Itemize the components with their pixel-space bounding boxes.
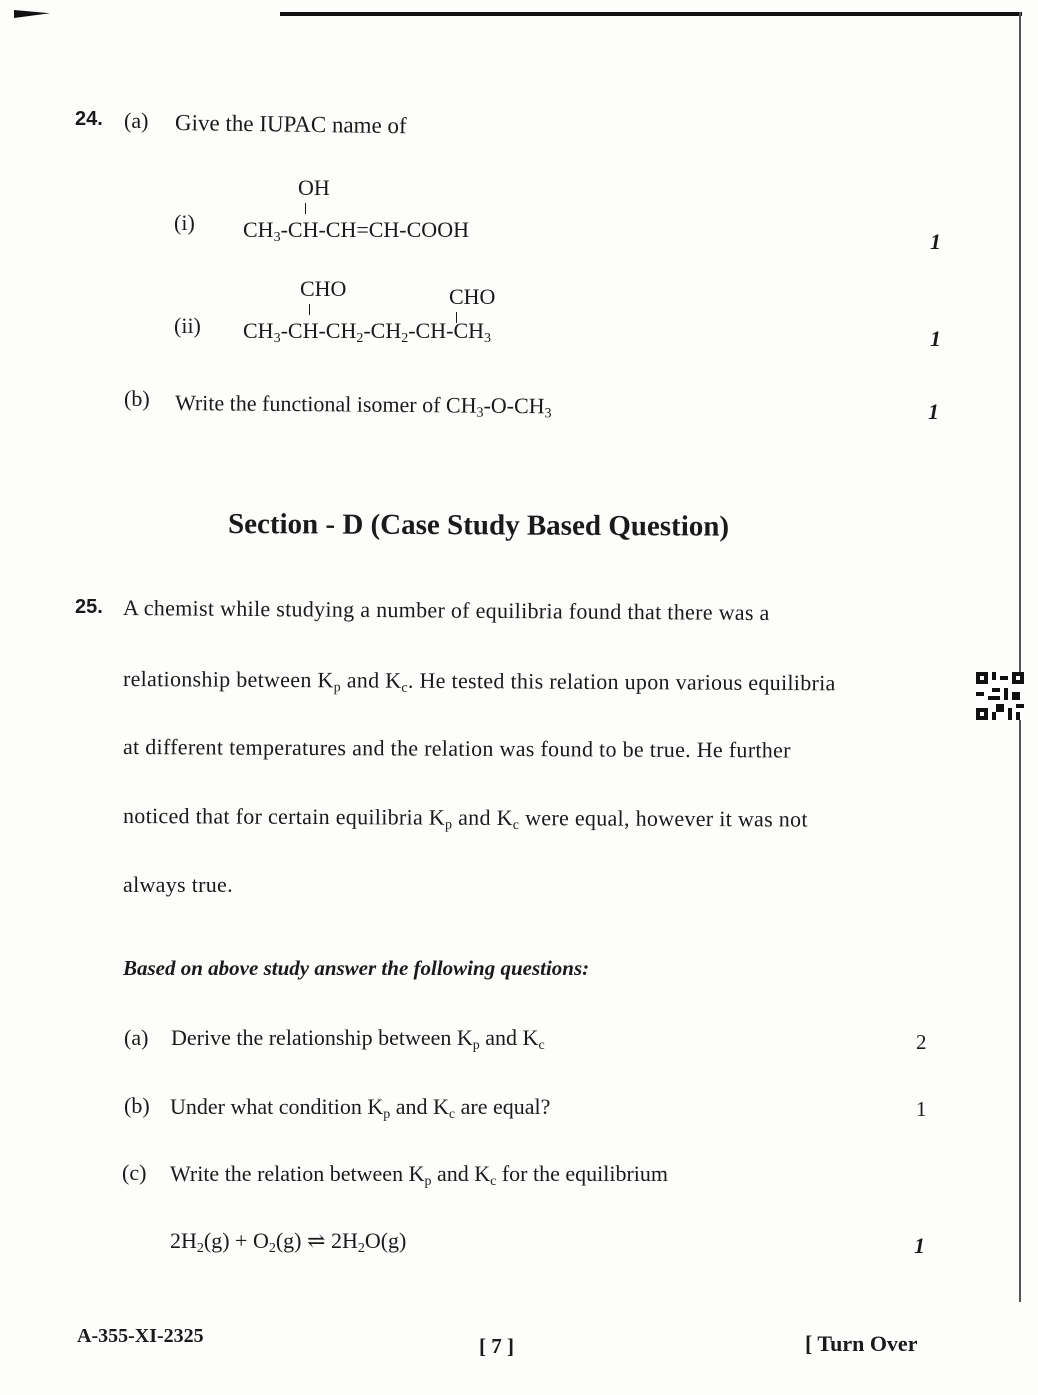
q25-c-text: Write the relation between $K_p$ and $K_c$ for the equilibrium (170, 1161, 669, 1189)
top-rule (280, 12, 1022, 16)
q24-i-formula: $CH_3-CH-CH=CH$-COOH (243, 217, 469, 245)
q24-i-marks: 1 (930, 229, 941, 254)
q24-b-text: Write the functional isomer of $CH_3-O-CH_3$ (174, 390, 552, 422)
q24-b-label: (b) (124, 386, 150, 411)
q25-b-marks: 1 (916, 1097, 927, 1121)
q25-a-label: (a) (124, 1025, 149, 1050)
equilibrium-arrow-icon: ⇌ (307, 1228, 326, 1253)
corner-mark (14, 10, 50, 18)
q25-line-4: noticed that for certain equilibria $K_p$ and $K_c$ were equal, however it was not (122, 803, 808, 834)
q25-c-marks: 1 (914, 1233, 925, 1258)
q24-ii-cho1: CHO (300, 276, 347, 301)
q24-i-label: (i) (174, 210, 195, 235)
q24-a-label: (a) (124, 108, 149, 133)
q24-ii-cho2: CHO (449, 284, 496, 309)
q25-a-marks: 2 (916, 1030, 927, 1054)
qr-code (976, 672, 1024, 720)
q24-ii-formula: $CH_3-CH-CH_2-CH_2-CH-CH_3$ (243, 318, 492, 346)
right-edge-line (1019, 12, 1021, 1302)
q25-b-text: Under what condition $K_p$ and $K_c$ are equal? (170, 1094, 551, 1122)
q25-b-label: (b) (124, 1093, 150, 1118)
q24-ii-bond1 (309, 304, 310, 315)
q25-line-1: A chemist while studying a number of equilibria found that there was a (122, 595, 770, 626)
q25-number: 25. (75, 596, 103, 618)
q25-c-label: (c) (122, 1160, 147, 1185)
section-title: Section - D (Case Study Based Question) (227, 508, 730, 543)
q24-i-oh: OH (298, 175, 330, 200)
q25-line-3: at different temperatures and the relation was found to be true. He further (122, 734, 791, 763)
q24-number: 24. (75, 108, 103, 130)
q25-line-2: relationship between $K_p$ and $K_c$. He tested this relation upon various equilibria (122, 666, 836, 696)
q24-i-bond (305, 203, 306, 214)
q24-ii-marks: 1 (930, 326, 941, 351)
q25-a-text: Derive the relationship between $K_p$ and $K_c$ (171, 1025, 545, 1053)
footer-page-number: [ 7 ] (479, 1334, 514, 1358)
footer-turn-over: [ Turn Over (805, 1331, 918, 1356)
q24-b-marks: 1 (928, 399, 939, 424)
footer-code: A-355-XI-2325 (77, 1325, 204, 1347)
q25-line-5: always true. (123, 872, 233, 897)
q24-ii-label: (ii) (174, 313, 201, 338)
q25-equation: $2H_2(g) + O_2(g)$ ⇌ $2H_2O(g)$ (170, 1228, 407, 1256)
q24-a-text: Give the IUPAC name of (174, 110, 407, 139)
q25-instruction: Based on above study answer the following questions: (123, 956, 590, 980)
